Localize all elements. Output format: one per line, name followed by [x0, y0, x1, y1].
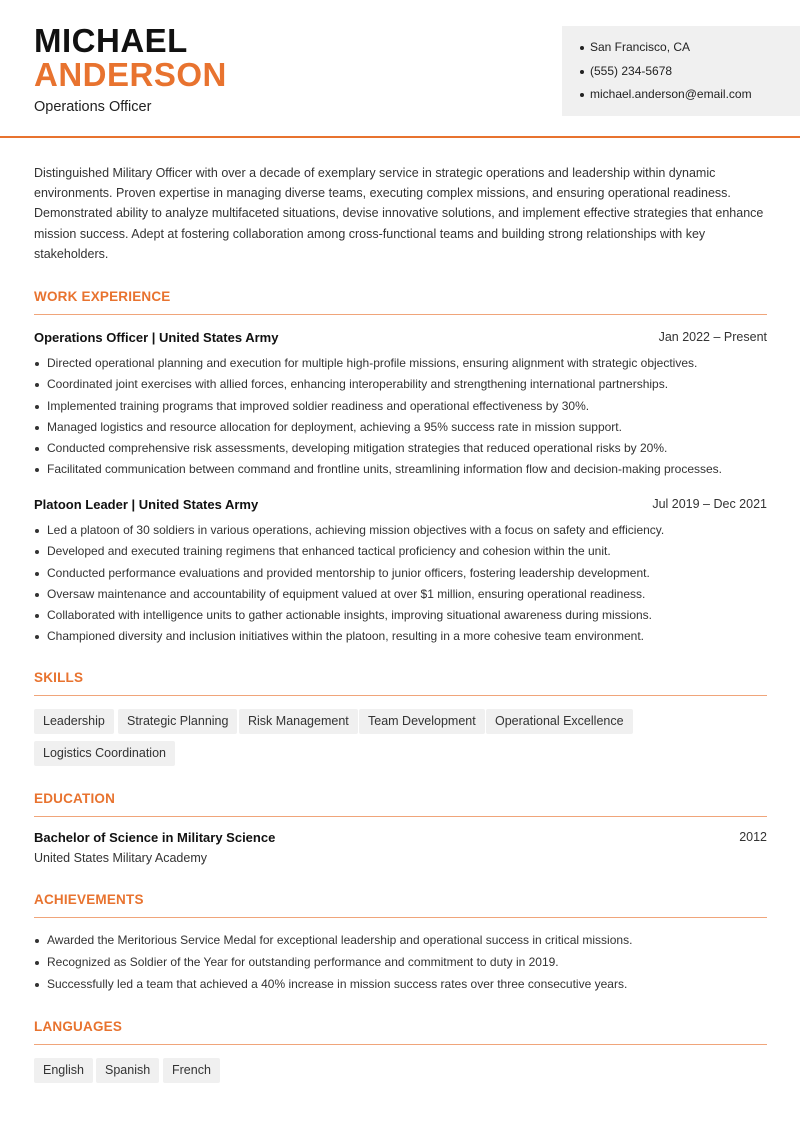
- professional-summary: Distinguished Military Officer with over a decade of exemplary service in strategic operations and leadership within dynamic environments. Proven expertise in managing diverse teams, executing complex missions, and ensuring operational readiness. Demonstrated ability to analyze multifaceted situations, devise innovative solutions, and implement effective strategies that enhance mission success. Adept at fostering collaboration among cross-functional teams and building strong relationships with key stakeholders.: [34, 166, 764, 261]
- last-name: ANDERSON: [34, 56, 227, 93]
- list-item: Managed logistics and resource allocation for deployment, achieving a 95% success rate in mission support.: [34, 419, 774, 440]
- job-title-2: Platoon Leader | United States Army: [34, 497, 259, 512]
- skill-chip: Operational Excellence: [486, 709, 633, 734]
- list-item: Implemented training programs that improved soldier readiness and operational effectiveness by 30%.: [34, 398, 774, 419]
- education-school: United States Military Academy: [34, 851, 207, 865]
- list-item: Recognized as Soldier of the Year for outstanding performance and commitment to duty in 2019.: [34, 954, 774, 976]
- education-year: 2012: [739, 830, 767, 844]
- section-title-work-experience: WORK EXPERIENCE: [34, 289, 171, 304]
- list-item: Successfully led a team that achieved a 40% increase in mission success rates over three consecutive years.: [34, 976, 774, 998]
- achievements-list: [34, 932, 774, 998]
- first-name: MICHAEL: [34, 22, 188, 59]
- section-title-skills: SKILLS: [34, 670, 84, 685]
- section-divider: [34, 695, 767, 696]
- contact-list: [580, 39, 752, 110]
- language-chip: Spanish: [96, 1058, 159, 1083]
- section-divider: [34, 816, 767, 817]
- resume-header: [0, 0, 800, 138]
- job-title-1: Operations Officer | United States Army: [34, 330, 279, 345]
- section-title-achievements: ACHIEVEMENTS: [34, 892, 144, 907]
- language-chip: French: [163, 1058, 220, 1083]
- job-dates-1: Jan 2022 – Present: [658, 330, 767, 344]
- section-title-languages: LANGUAGES: [34, 1019, 123, 1034]
- list-item: Conducted comprehensive risk assessments, developing mitigation strategies that reduced operational risks by 20%.: [34, 440, 774, 461]
- contact-box: [562, 26, 800, 116]
- contact-email: michael.anderson@email.com: [580, 86, 752, 110]
- section-divider: [34, 917, 767, 918]
- job-bullets-2: [34, 522, 774, 650]
- list-item: Led a platoon of 30 soldiers in various operations, achieving mission objectives with a focus on safety and efficiency.: [34, 522, 774, 543]
- skill-chip: Risk Management: [239, 709, 358, 734]
- contact-phone: (555) 234-5678: [580, 63, 752, 87]
- skill-chip: Team Development: [359, 709, 485, 734]
- list-item: Conducted performance evaluations and provided mentorship to junior officers, fostering leadership development.: [34, 565, 774, 586]
- section-title-education: EDUCATION: [34, 791, 116, 806]
- job-title: Operations Officer: [34, 99, 152, 115]
- skill-chip: Logistics Coordination: [34, 741, 175, 766]
- job-bullets-1: [34, 355, 774, 483]
- education-degree: Bachelor of Science in Military Science: [34, 830, 276, 845]
- list-item: Awarded the Meritorious Service Medal for exceptional leadership and operational success in critical missions.: [34, 932, 774, 954]
- skill-chip: Strategic Planning: [118, 709, 237, 734]
- job-dates-2: Jul 2019 – Dec 2021: [652, 497, 767, 511]
- list-item: Facilitated communication between command and frontline units, streamlining information flow and decision-making processes.: [34, 461, 774, 482]
- section-divider: [34, 314, 767, 315]
- list-item: Developed and executed training regimens that enhanced tactical proficiency and cohesion within the unit.: [34, 543, 774, 564]
- language-chip: English: [34, 1058, 93, 1083]
- skill-chip: Leadership: [34, 709, 114, 734]
- list-item: Coordinated joint exercises with allied forces, enhancing interoperability and strengthening international partnerships.: [34, 376, 774, 397]
- list-item: Oversaw maintenance and accountability of equipment valued at over $1 million, ensuring operational readiness.: [34, 586, 774, 607]
- list-item: Championed diversity and inclusion initiatives within the platoon, resulting in a more cohesive team environment.: [34, 628, 774, 649]
- list-item: Collaborated with intelligence units to gather actionable insights, improving situational awareness during missions.: [34, 607, 774, 628]
- contact-location: San Francisco, CA: [580, 39, 752, 63]
- list-item: Directed operational planning and execution for multiple high-profile missions, ensuring alignment with strategic objectives.: [34, 355, 774, 376]
- section-divider: [34, 1044, 767, 1045]
